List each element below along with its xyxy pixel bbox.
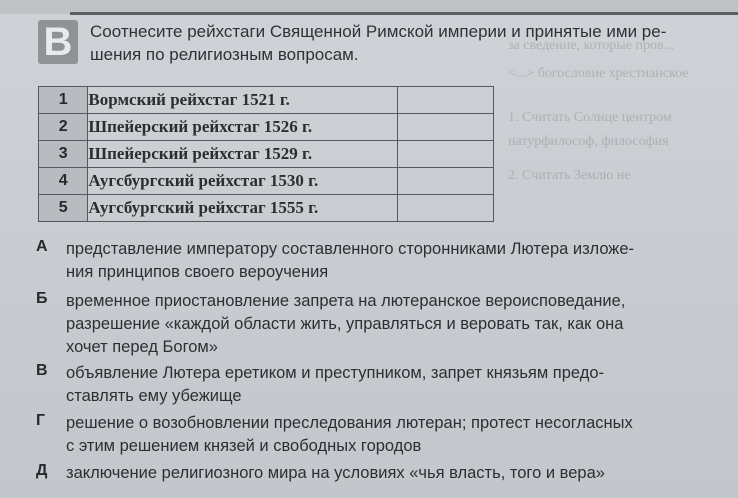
row-number: 1 [39,87,88,114]
option-letter: Б [36,290,48,307]
table-row [39,195,494,222]
row-number: 5 [39,195,88,222]
table-row [39,114,494,141]
option-letter: В [36,362,48,379]
task-line: Соотнесите рейхстаги Священной Римской империи и принятые ими ре- [90,22,667,41]
option-line: хочет перед Богом» [66,338,218,356]
bleed-through-text: <...> богословие хрестианское [508,66,689,81]
answer-cell [398,141,494,168]
task-type-badge: В [38,20,78,64]
option-line: ставлять ему убежище [66,387,242,405]
reichstag-name: Аугсбургский рейхстаг 1530 г. [88,168,398,195]
answer-cell [398,114,494,141]
row-number: 3 [39,141,88,168]
answer-cell [398,87,494,114]
option-line: с этим решением князей и свободных городов [66,437,422,455]
reichstag-name: Шпейерский рейхстаг 1529 г. [88,141,398,168]
option-text [66,238,716,284]
option-line: временное приостановление запрета на лютеранское вероисповедание, [66,292,626,310]
option-line: заключение религиозного мира на условиях «чья власть, того и вера» [66,464,605,482]
bleed-through-text: за сведение, которые пров... [508,38,675,53]
answer-cell [398,195,494,222]
table-row [39,168,494,195]
task-line: шения по религиозным вопросам. [90,45,359,64]
option-line: решение о возобновлении преследования лютеран; протест несогласных [66,414,633,432]
bleed-through-text: натурфилософ, философия [508,134,669,149]
option-letter: Г [36,412,46,429]
option-line: разрешение «каждой области жить, управляться и веровать так, как она [66,315,624,333]
table-row [39,87,494,114]
option-text [66,412,716,458]
option-letter: А [36,238,48,255]
bleed-through-text: 1. Считать Солнце центром [508,110,672,125]
option-text [66,462,716,485]
reichstag-name: Аугсбургский рейхстаг 1555 г. [88,195,398,222]
table-row [39,141,494,168]
option-line: ния принципов своего вероучения [66,263,329,281]
reichstag-name: Вормский рейхстаг 1521 г. [88,87,398,114]
answer-cell [398,168,494,195]
row-number: 2 [39,114,88,141]
option-line: объявление Лютера еретиком и преступником, запрет князьям предо- [66,364,605,382]
reichstag-name: Шпейерский рейхстаг 1526 г. [88,114,398,141]
option-line: представление императору составленного сторонниками Лютера изложе- [66,240,635,258]
bleed-through-text: 2. Считать Землю не [508,168,631,183]
option-text [66,290,716,359]
option-letter: Д [36,462,48,479]
row-number: 4 [39,168,88,195]
option-text [66,362,716,408]
section-rule [70,12,738,15]
task-instructions [90,20,710,66]
reichstag-table [38,86,494,222]
